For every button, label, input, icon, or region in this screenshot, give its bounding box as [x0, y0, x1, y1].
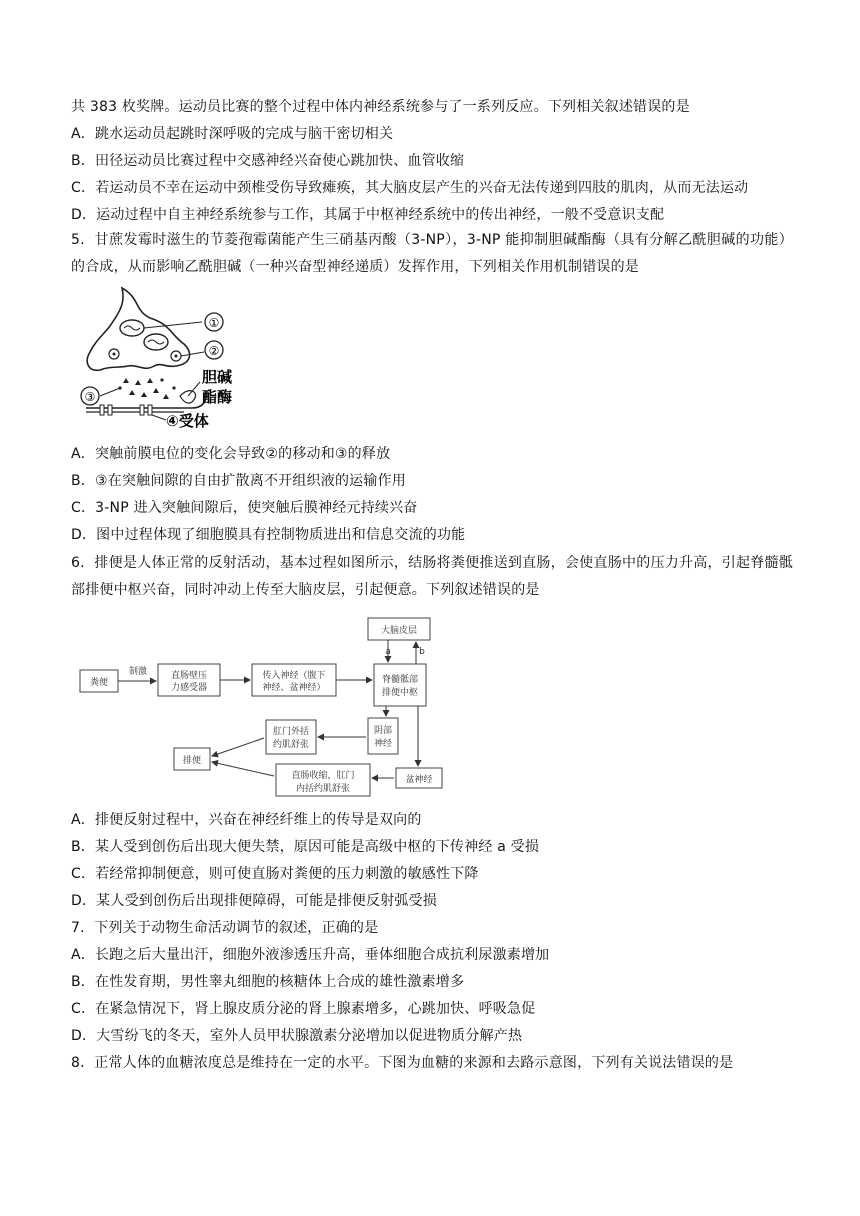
question-5-option-c: C．3-NP 进入突触间隙后，使突触后膜神经元持续兴奋 [71, 500, 418, 516]
text-afferent-l1: 传入神经（腹下 [262, 671, 326, 681]
question-4-option-a: A．跳水运动员起跳时深呼吸的完成与脑干密切相关 [71, 126, 394, 142]
text-pudendal-l1: 阴部 [373, 726, 393, 736]
text-stimulus: 制激 [128, 667, 148, 677]
text-rectum-l2: 内括约肌舒张 [295, 784, 351, 794]
question-7-option-c: C．在紧急情况下，肾上腺皮质分泌的肾上腺素增多，心跳加快、呼吸急促 [71, 1001, 536, 1017]
question-7-stem: 7．下列关于动物生命活动调节的叙述，正确的是 [71, 920, 379, 936]
text-receptor-l2: 力感受器 [170, 683, 208, 693]
label-4-receptor: ④受体 [166, 412, 209, 430]
text-rectum-l1: 直肠收缩，肛门 [291, 771, 355, 781]
arrow-rectum-defecation [212, 762, 274, 776]
question-7-option-b: B．在性发育期，男性睾丸细胞的核糖体上合成的雄性激素增多 [71, 974, 465, 990]
question-6-stem: 6．排便是人体正常的反射活动，基本过程如图所示，结肠将粪便推送到直肠，会使直肠中的压力升高，引起脊髓骶部排便中枢兴奋，同时冲动上传至大脑皮层，引起便意。下列叙述错误的是 [71, 555, 793, 598]
box-center [374, 664, 426, 706]
question-6-option-c: C．若经常抑制便意，则可使直肠对粪便的压力刺激的敏感性下降 [71, 866, 479, 882]
text-receptor-l1: 直肠壁压 [170, 671, 208, 681]
label-1: ① [208, 316, 220, 330]
question-6-option-a: A．排便反射过程中，兴奋在神经纤维上的传导是双向的 [71, 812, 422, 828]
question-4-stem-tail: 共 383 枚奖牌。运动员比赛的整个过程中体内神经系统参与了一系列反应。下列相关叙述错误的是 [71, 99, 690, 115]
question-7-option-d: D．大雪纷飞的冬天，室外人员甲状腺激素分泌增加以促进物质分解产热 [71, 1028, 523, 1044]
question-7-option-a: A．长跑之后大量出汗，细胞外液渗透压升高，垂体细胞合成抗利尿激素增加 [71, 947, 550, 963]
text-afferent-l2: 神经、盆神经） [262, 683, 326, 693]
question-4-option-d: D．运动过程中自主神经系统参与工作，其属于中枢神经系统中的传出神经，一般不受意识支配 [71, 207, 665, 223]
arrow-sphincter-defecation [212, 738, 264, 756]
question-5-option-a: A．突触前膜电位的变化会导致②的移动和③的释放 [71, 446, 391, 462]
text-feces: 粪便 [89, 678, 109, 688]
text-sphincter-ext-l1: 肛门外括 [272, 727, 310, 737]
text-center-l1: 脊髓骶部 [381, 675, 419, 685]
defecation-reflex-diagram [76, 612, 448, 804]
text-center-l2: 排便中枢 [381, 688, 419, 698]
synapse-figure [80, 284, 250, 434]
neurotransmitter-dots [118, 378, 175, 399]
text-path-b: b [419, 647, 425, 657]
question-6-option-d: D．某人受到创伤后出现排便障碍，可能是排便反射弧受损 [71, 893, 437, 909]
label-2: ② [208, 344, 220, 358]
label-3: ③ [84, 390, 96, 404]
text-pelvic: 盆神经 [405, 775, 433, 785]
question-5-option-b: B．③在突触间隙的自由扩散离不开组织液的运输作用 [71, 473, 406, 489]
text-path-a: a [385, 647, 391, 657]
question-5-option-d: D．图中过程体现了细胞膜具有控制物质进出和信息交流的功能 [71, 527, 466, 543]
question-4-option-b: B．田径运动员比赛过程中交感神经兴奋使心跳加快、血管收缩 [71, 153, 465, 169]
text-cortex: 大脑皮层 [380, 626, 418, 636]
receptor-channels [100, 405, 152, 415]
label-enzyme-line2: 酯酶 [202, 388, 233, 406]
text-defecation: 排便 [182, 756, 202, 766]
text-pudendal-l2: 神经 [373, 739, 393, 749]
label-enzyme-line1: 胆碱 [202, 368, 233, 386]
text-sphincter-ext-l2: 约肌舒张 [272, 740, 310, 750]
question-4-option-c: C．若运动员不幸在运动中颈椎受伤导致瘫痪，其大脑皮层产生的兴奋无法传递到四肢的肌肉，从而无法运动 [71, 180, 749, 196]
enzyme-shape [180, 391, 196, 403]
question-5-stem: 5．甘蔗发霉时滋生的节菱孢霉菌能产生三硝基丙酸（3-NP），3-NP 能抑制胆碱酯酶（具有分解乙酰胆碱的功能）的合成，从而影响乙酰胆碱（一种兴奋型神经递质）发挥作用，下列相关作用机制错误的是 [71, 232, 793, 275]
question-6-option-b: B．某人受到创伤后出现大便失禁，原因可能是高级中枢的下传神经 a 受损 [71, 839, 540, 855]
question-8-stem: 8．正常人体的血糖浓度总是维持在一定的水平。下图为血糖的来源和去路示意图，下列有关说法错误的是 [71, 1055, 734, 1071]
